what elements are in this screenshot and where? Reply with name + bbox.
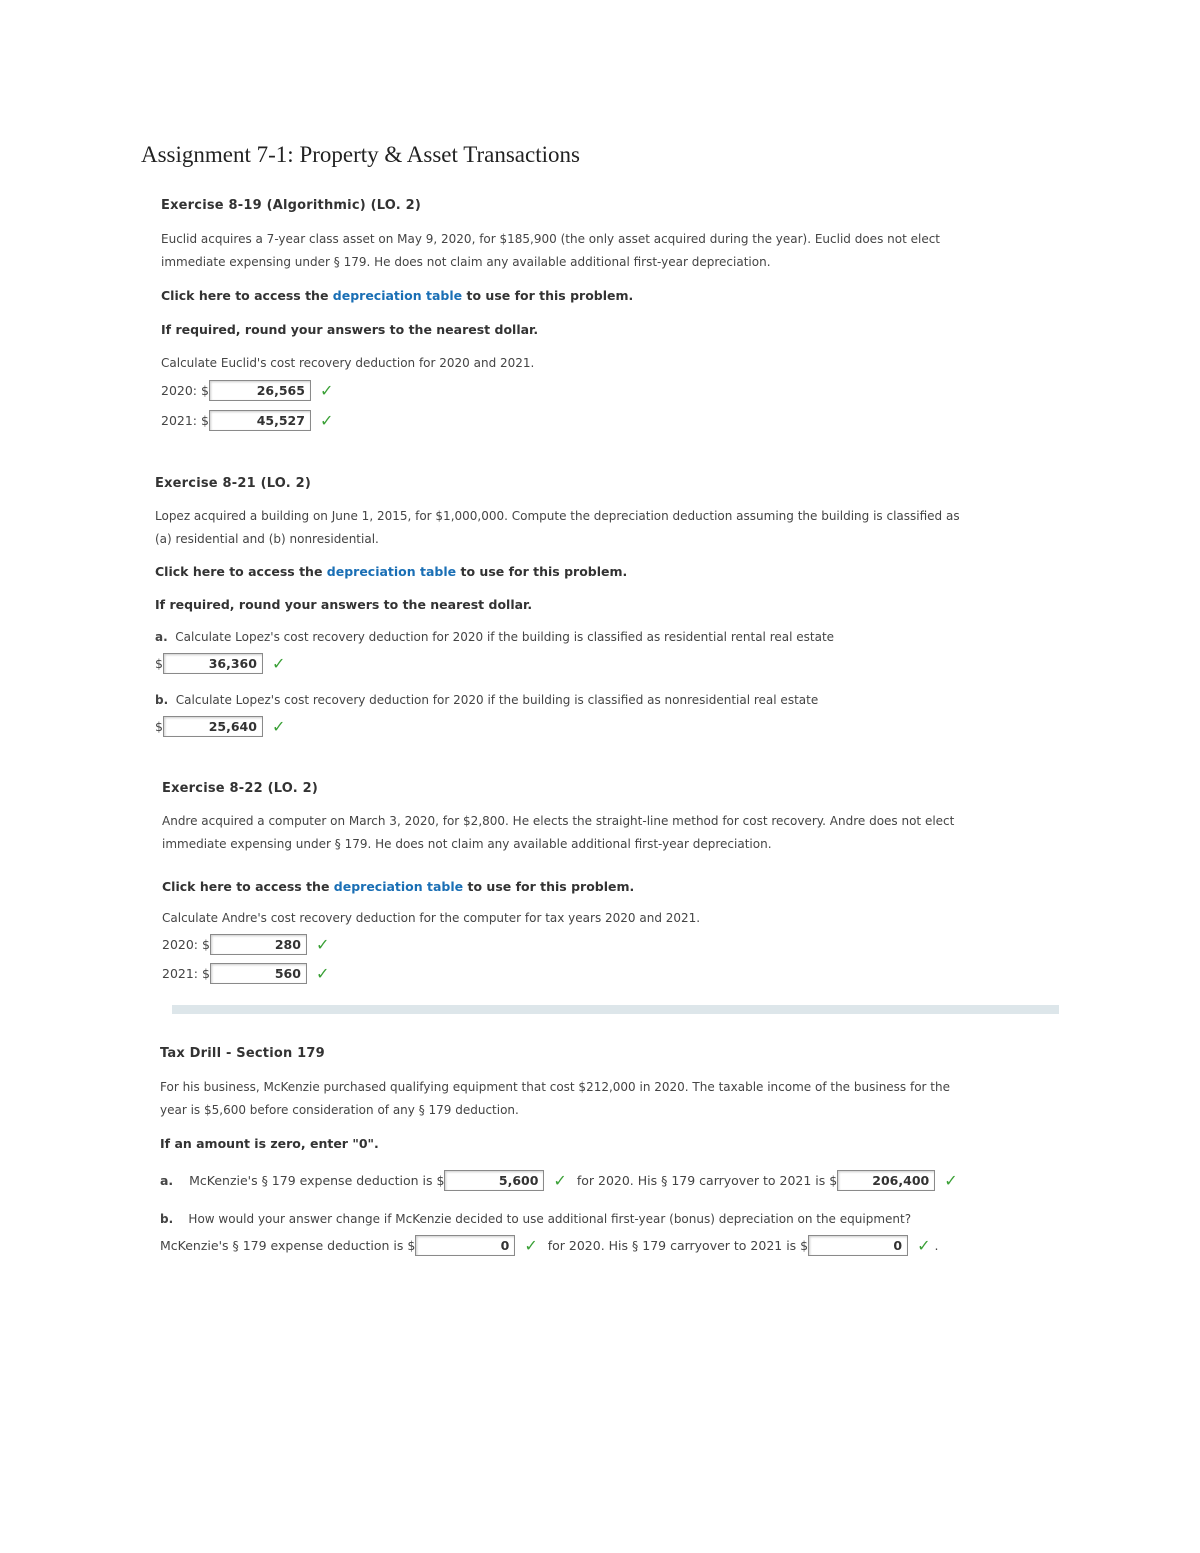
answer-label: 2020: $ <box>161 383 209 398</box>
answer-label: McKenzie's § 179 expense deduction is $ <box>189 1173 445 1188</box>
part-marker: a. <box>155 630 168 644</box>
period: . <box>934 1238 939 1253</box>
exercise-heading: Tax Drill - Section 179 <box>160 1046 325 1061</box>
answer-label: for 2020. His § 179 carryover to 2021 is $ <box>576 1173 838 1188</box>
exercise-text <box>162 810 1042 856</box>
answer-row-a <box>155 653 285 674</box>
check-icon: ✓ <box>944 1171 958 1190</box>
rounding-instruction: If required, round your answers to the nearest dollar. <box>161 322 539 337</box>
zero-instruction: If an amount is zero, enter "0". <box>160 1136 379 1151</box>
click-instruction <box>162 879 634 894</box>
depreciation-table-link[interactable]: depreciation table <box>333 879 464 894</box>
exercise-heading: Exercise 8-19 (Algorithmic) (LO. 2) <box>161 198 421 213</box>
answer-label: 2021: $ <box>161 413 209 428</box>
click-instruction <box>161 288 633 303</box>
answer-label: for 2020. His § 179 carryover to 2021 is $ <box>547 1238 809 1253</box>
part-b-question <box>160 1208 1040 1231</box>
answer-input-a[interactable]: 36,360 <box>163 653 263 674</box>
answer-input-2021[interactable]: 560 <box>210 963 307 984</box>
exercise-heading: Exercise 8-21 (LO. 2) <box>155 476 311 491</box>
check-icon: ✓ <box>553 1171 567 1190</box>
answer-row-a <box>160 1170 958 1191</box>
check-icon: ✓ <box>917 1236 931 1255</box>
click-suffix: to use for this problem. <box>456 564 628 579</box>
bonus-section-179-deduction-input[interactable]: 0 <box>415 1235 515 1256</box>
answer-row-2021 <box>162 963 329 984</box>
check-icon: ✓ <box>319 411 334 430</box>
part-marker: b. <box>155 693 169 707</box>
answer-label: 2020: $ <box>162 937 210 952</box>
click-suffix: to use for this problem. <box>463 879 635 894</box>
answer-input-2020[interactable]: 26,565 <box>209 380 311 401</box>
section-179-deduction-input[interactable]: 5,600 <box>444 1170 544 1191</box>
part-text: How would your answer change if McKenzie decided to use additional first-year (bonus) depreciation on the equipment? <box>188 1212 912 1226</box>
text-line: year is $5,600 before consideration of any § 179 deduction. <box>160 1103 519 1117</box>
text-line: immediate expensing under § 179. He does not claim any available additional first-year depreciation. <box>162 837 772 851</box>
part-marker: a. <box>160 1173 174 1188</box>
answer-row-2020 <box>162 934 329 955</box>
click-suffix: to use for this problem. <box>462 288 634 303</box>
part-text: Calculate Lopez's cost recovery deduction for 2020 if the building is classified as nonresidential real estate <box>175 693 819 707</box>
answer-label: $ <box>155 656 163 671</box>
rounding-instruction: If required, round your answers to the nearest dollar. <box>155 597 533 612</box>
exercise-heading: Exercise 8-22 (LO. 2) <box>162 781 318 796</box>
question-text: Calculate Andre's cost recovery deduction for the computer for tax years 2020 and 2021. <box>162 911 701 925</box>
part-marker: b. <box>160 1212 174 1226</box>
part-a-question <box>155 626 1035 649</box>
bonus-carryover-input[interactable]: 0 <box>808 1235 908 1256</box>
check-icon: ✓ <box>315 964 330 983</box>
text-line: Andre acquired a computer on March 3, 2020, for $2,800. He elects the straight-line method for cost recovery. Andre does not elect <box>162 814 955 828</box>
click-prefix: Click here to access the <box>162 879 334 894</box>
part-b-question <box>155 689 1035 712</box>
check-icon: ✓ <box>524 1236 538 1255</box>
depreciation-table-link[interactable]: depreciation table <box>326 564 457 579</box>
answer-label: McKenzie's § 179 expense deduction is $ <box>160 1238 416 1253</box>
page-title: Assignment 7-1: Property & Asset Transactions <box>141 142 580 167</box>
check-icon: ✓ <box>271 717 286 736</box>
text-line: For his business, McKenzie purchased qualifying equipment that cost $212,000 in 2020. The taxable income of the business for the <box>160 1080 951 1094</box>
click-prefix: Click here to access the <box>161 288 333 303</box>
check-icon: ✓ <box>319 381 334 400</box>
answer-row-2021 <box>161 410 333 431</box>
depreciation-table-link[interactable]: depreciation table <box>332 288 463 303</box>
exercise-text <box>160 1076 1040 1122</box>
text-line: Lopez acquired a building on June 1, 2015, for $1,000,000. Compute the depreciation deduction assuming the building is classified as <box>155 509 960 523</box>
click-prefix: Click here to access the <box>155 564 327 579</box>
answer-input-b[interactable]: 25,640 <box>163 716 263 737</box>
answer-row-2020 <box>161 380 333 401</box>
question-text: Calculate Euclid's cost recovery deduction for 2020 and 2021. <box>161 356 535 370</box>
text-line: (a) residential and (b) nonresidential. <box>155 532 379 546</box>
text-line: Euclid acquires a 7-year class asset on May 9, 2020, for $185,900 (the only asset acquired during the year). Euclid does not elect <box>161 232 941 246</box>
answer-input-2020[interactable]: 280 <box>210 934 307 955</box>
part-text: Calculate Lopez's cost recovery deduction for 2020 if the building is classified as residential rental real estate <box>175 630 835 644</box>
section-divider <box>172 1005 1059 1014</box>
click-instruction <box>155 564 627 579</box>
exercise-text <box>161 228 1041 274</box>
answer-row-b <box>160 1235 939 1256</box>
carryover-input[interactable]: 206,400 <box>837 1170 935 1191</box>
check-icon: ✓ <box>271 654 286 673</box>
answer-input-2021[interactable]: 45,527 <box>209 410 311 431</box>
exercise-text <box>155 505 1035 551</box>
answer-row-b <box>155 716 285 737</box>
text-line: immediate expensing under § 179. He does not claim any available additional first-year depreciation. <box>161 255 771 269</box>
check-icon: ✓ <box>315 935 330 954</box>
answer-label: 2021: $ <box>162 966 210 981</box>
answer-label: $ <box>155 719 163 734</box>
